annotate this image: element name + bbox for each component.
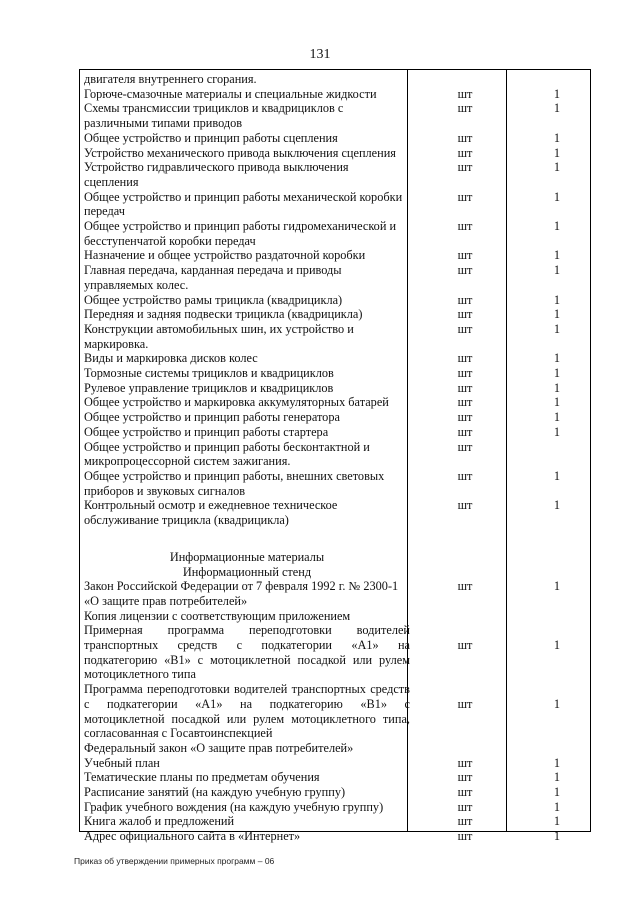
item-name	[84, 469, 410, 498]
item-name	[84, 814, 410, 829]
item-line: Информационный стенд	[182, 564, 312, 579]
unit-cell: шт	[457, 101, 473, 116]
footer-note: Приказ об утверждении примерных программ – 06	[74, 856, 275, 866]
table-row	[84, 131, 588, 146]
item-name	[84, 579, 410, 608]
quantity-cell: 1	[553, 468, 561, 483]
item-line: Учебный план	[84, 755, 160, 770]
table-row	[84, 440, 588, 469]
item-line: Общее устройство рамы трицикла (квадрицикла)	[84, 292, 343, 307]
item-line: Расписание занятий (на каждую учебную группу)	[84, 785, 346, 800]
table-row	[84, 146, 588, 161]
item-line: мотоциклетного типа	[84, 667, 196, 682]
table-row	[84, 410, 588, 425]
quantity-cell: 1	[553, 292, 561, 307]
item-line: Передняя и задняя подвески трицикла (квадрицикла)	[84, 307, 363, 322]
item-name	[84, 248, 410, 263]
unit-cell: шт	[457, 145, 473, 160]
item-line: Общее устройство и принцип работы, внешних световых	[84, 468, 385, 483]
item-line: Общее устройство и принцип работы стартера	[84, 424, 329, 439]
item-line: Общее устройство и принцип работы гидромеханической и	[84, 219, 397, 234]
quantity-cell: 1	[553, 498, 561, 513]
table-row	[84, 263, 588, 292]
table-row	[84, 322, 588, 351]
item-line: Тематические планы по предметам обучения	[84, 770, 320, 785]
unit-cell: шт	[457, 814, 473, 829]
quantity-cell: 1	[553, 366, 561, 381]
table-row	[84, 498, 588, 527]
item-name	[84, 770, 410, 785]
item-name	[84, 565, 410, 580]
unit-cell: шт	[457, 579, 473, 594]
unit-cell: шт	[457, 130, 473, 145]
table-row	[84, 160, 588, 189]
item-name	[84, 395, 410, 410]
item-name	[84, 131, 410, 146]
item-line: согласованная с Госавтоинспекцией	[84, 726, 273, 741]
table-row	[84, 528, 588, 550]
equipment-table	[79, 69, 591, 844]
item-line: Назначение и общее устройство раздаточной коробки	[84, 248, 366, 263]
table-row	[84, 565, 588, 580]
item-name	[84, 146, 410, 161]
item-line: микропроцессорной систем зажигания.	[84, 454, 291, 469]
item-name	[84, 741, 410, 756]
quantity-cell: 1	[553, 814, 561, 829]
unit-cell: шт	[457, 696, 473, 711]
quantity-cell: 1	[553, 829, 561, 844]
quantity-cell: 1	[553, 307, 561, 322]
unit-cell: шт	[457, 410, 473, 425]
table-row	[84, 609, 588, 624]
table-row	[84, 351, 588, 366]
item-line: «О защите прав потребителей»	[84, 593, 248, 608]
item-line: Общее устройство и принцип работы бесконтактной и	[84, 439, 370, 454]
unit-cell: шт	[457, 248, 473, 263]
item-line: Конструкции автомобильных шин, их устройство и	[84, 321, 354, 336]
table-row	[84, 682, 588, 741]
item-line: приборов и звуковых сигналов	[84, 483, 246, 498]
item-line: Общее устройство и принцип работы механической коробки	[84, 189, 403, 204]
quantity-cell: 1	[553, 219, 561, 234]
item-line: Виды и маркировка дисков колес	[84, 351, 258, 366]
unit-cell: шт	[457, 395, 473, 410]
quantity-cell: 1	[553, 189, 561, 204]
unit-cell: шт	[457, 292, 473, 307]
item-line: Федеральный закон «О защите прав потребителей»	[84, 740, 354, 755]
unit-cell: шт	[457, 160, 473, 175]
table-row	[84, 190, 588, 219]
quantity-cell: 1	[553, 380, 561, 395]
item-line: Адрес официального сайта в «Интернет»	[84, 829, 301, 844]
page-number: 131	[309, 47, 331, 62]
quantity-cell: 1	[553, 130, 561, 145]
item-line: Общее устройство и принцип работы генератора	[84, 410, 340, 425]
unit-cell: шт	[457, 380, 473, 395]
item-line: маркировка.	[84, 336, 149, 351]
table-row	[84, 756, 588, 771]
quantity-cell: 1	[553, 579, 561, 594]
item-line: передач	[84, 204, 125, 219]
item-line: Схемы трансмиссии трициклов и квадрициклов с	[84, 101, 344, 116]
item-line: Примерная программа переподготовки водителей	[84, 623, 410, 638]
quantity-cell: 1	[553, 321, 561, 336]
item-line: Устройство механического привода выключения сцепления	[84, 145, 396, 160]
item-name	[84, 219, 410, 248]
item-line: Рулевое управление трициклов и квадрициклов	[84, 380, 334, 395]
item-line: различными типами приводов	[84, 116, 243, 131]
unit-cell: шт	[457, 351, 473, 366]
item-line: Информационные материалы	[169, 549, 325, 564]
item-line: График учебного вождения (на каждую учебную группу)	[84, 799, 384, 814]
unit-cell: шт	[457, 755, 473, 770]
item-name	[84, 609, 410, 624]
table-row	[84, 814, 588, 829]
table-row	[84, 381, 588, 396]
table-row	[84, 101, 588, 130]
item-line: подкатегорию «В1» с мотоциклетной посадкой или рулем	[84, 652, 410, 667]
quantity-cell: 1	[553, 770, 561, 785]
item-name	[84, 440, 410, 469]
item-name	[84, 425, 410, 440]
item-line: обслуживание трицикла (квадрицикла)	[84, 513, 289, 528]
unit-cell: шт	[457, 829, 473, 844]
item-line: Общее устройство и маркировка аккумуляторных батарей	[84, 395, 389, 410]
item-name	[84, 263, 410, 292]
unit-cell: шт	[457, 189, 473, 204]
quantity-cell: 1	[553, 638, 561, 652]
table-body	[84, 72, 588, 844]
table-row	[84, 248, 588, 263]
quantity-cell: 1	[553, 395, 561, 410]
item-line: Программа переподготовки водителей транспортных средств	[84, 682, 410, 697]
unit-cell: шт	[457, 799, 473, 814]
unit-cell: шт	[457, 439, 473, 454]
item-name	[84, 293, 410, 308]
item-name	[84, 322, 410, 351]
quantity-cell: 1	[553, 410, 561, 425]
unit-cell: шт	[457, 770, 473, 785]
item-name	[84, 800, 410, 815]
item-line: Устройство гидравлического привода выключения	[84, 160, 349, 175]
item-name	[84, 87, 410, 102]
item-name	[84, 72, 410, 87]
item-name	[84, 381, 410, 396]
item-line: Тормозные системы трициклов и квадрициклов	[84, 366, 334, 381]
item-line: двигателя внутреннего сгорания.	[84, 72, 257, 86]
item-name	[84, 351, 410, 366]
table-row	[84, 770, 588, 785]
item-line: Общее устройство и принцип работы сцепления	[84, 130, 338, 145]
item-name	[84, 756, 410, 771]
unit-cell: шт	[457, 86, 473, 101]
table-row	[84, 741, 588, 756]
table-row	[84, 293, 588, 308]
item-name	[84, 307, 410, 322]
table-row	[84, 219, 588, 248]
table-row	[84, 469, 588, 498]
unit-cell: шт	[457, 785, 473, 800]
unit-cell: шт	[457, 498, 473, 513]
quantity-cell: 1	[553, 101, 561, 116]
item-line: Главная передача, карданная передача и приводы	[84, 263, 342, 278]
quantity-cell: 1	[553, 145, 561, 160]
unit-cell: шт	[457, 307, 473, 322]
table-row	[84, 366, 588, 381]
quantity-cell: 1	[553, 799, 561, 814]
table-row	[84, 425, 588, 440]
item-line: Копия лицензии с соответствующим приложением	[84, 608, 351, 623]
item-name	[84, 682, 410, 741]
item-line: с подкатегории «А1» на подкатегорию «В1» с	[84, 696, 410, 711]
unit-cell: шт	[457, 424, 473, 439]
table-row	[84, 800, 588, 815]
item-name	[84, 101, 410, 130]
unit-cell: шт	[457, 219, 473, 234]
item-name	[84, 785, 410, 800]
table-row	[84, 579, 588, 608]
unit-cell: шт	[457, 263, 473, 278]
table-row	[84, 72, 588, 87]
item-line: бесступенчатой коробки передач	[84, 233, 256, 248]
item-line: мотоциклетной посадкой или рулем мотоциклетного типа,	[84, 711, 410, 726]
table-row	[84, 785, 588, 800]
item-name	[84, 160, 410, 189]
quantity-cell: 1	[553, 351, 561, 366]
quantity-cell: 1	[553, 785, 561, 800]
quantity-cell: 1	[553, 696, 561, 711]
unit-cell: шт	[457, 638, 473, 652]
unit-cell: шт	[457, 366, 473, 381]
quantity-cell: 1	[553, 86, 561, 101]
table-row	[84, 395, 588, 410]
item-name	[84, 550, 410, 565]
item-line: Горюче-смазочные материалы и специальные жидкости	[84, 86, 377, 101]
item-name	[84, 498, 410, 527]
table-row	[84, 623, 588, 682]
table-row	[84, 829, 588, 844]
quantity-cell: 1	[553, 248, 561, 263]
quantity-cell: 1	[553, 424, 561, 439]
item-line: Закон Российской Федерации от 7 февраля 1992 г. № 2300-1	[84, 579, 399, 594]
quantity-cell: 1	[553, 160, 561, 175]
quantity-cell: 1	[553, 755, 561, 770]
quantity-cell: 1	[553, 263, 561, 278]
item-name	[84, 366, 410, 381]
item-line: управляемых колес.	[84, 277, 189, 292]
item-name	[84, 410, 410, 425]
item-line: транспортных средств с подкатегории «А1» на	[84, 638, 410, 653]
item-line: Книга жалоб и предложений	[84, 814, 235, 829]
item-line: Контрольный осмотр и ежедневное техническое	[84, 498, 338, 513]
table-row	[84, 87, 588, 102]
item-name	[84, 829, 410, 844]
table-row	[84, 550, 588, 565]
unit-cell: шт	[457, 468, 473, 483]
item-line: сцепления	[84, 174, 139, 189]
item-name	[84, 190, 410, 219]
item-name	[84, 623, 410, 682]
unit-cell: шт	[457, 321, 473, 336]
table-row	[84, 307, 588, 322]
